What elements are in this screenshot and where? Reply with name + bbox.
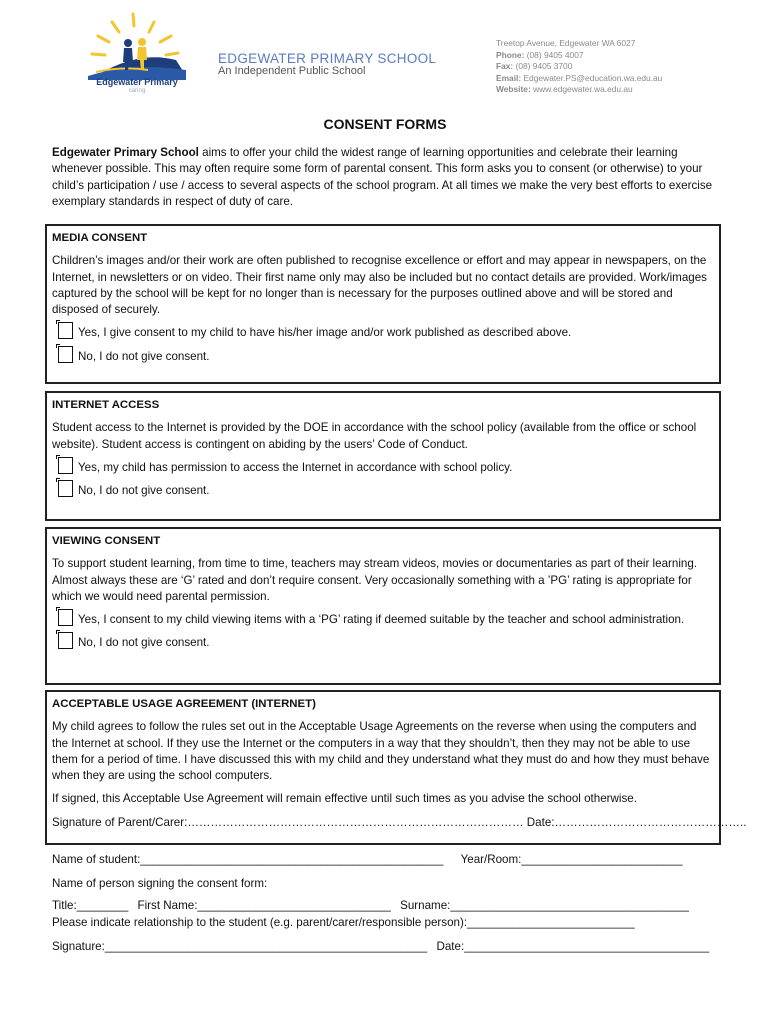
viewing-consent-no-option[interactable] <box>52 635 714 651</box>
media-consent-section <box>45 224 721 384</box>
year-room-field[interactable]: Year/Room:_________________________ <box>460 853 683 866</box>
option-label: Yes, I give consent to my child to have his/her image and/or work published as described above. <box>78 326 572 340</box>
student-name-row <box>52 853 683 866</box>
internet-access-body: Student access to the Internet is provided by the DOE in accordance with the school policy (available from the office or school website). Student access is contingent on abiding by the users’ Code of Conduct. <box>52 421 697 451</box>
acceptable-usage-title: ACCEPTABLE USAGE AGREEMENT (INTERNET) <box>52 698 316 710</box>
viewing-consent-yes-option[interactable] <box>52 612 714 628</box>
intro-text: aims to offer your child the widest range of learning opportunities and celebrate their learning whenever possible. This may often require some form of parental consent. This form asks you to consent (or otherwise) to your child’s participation / use / access to several aspects of the school program. At all times we make the very best efforts to exercise exemplary standards in respect of duty of care. <box>52 146 713 209</box>
website-label: Website: <box>496 84 531 95</box>
contact-details <box>496 38 662 96</box>
page-title: CONSENT FORMS <box>323 116 447 132</box>
school-subtitle: An Independent Public School <box>218 65 366 77</box>
title-field[interactable]: Title:________ <box>52 899 129 912</box>
surname-field[interactable]: Surname:_____________________________________ <box>400 899 689 912</box>
date-field[interactable]: Date:______________________________________ <box>436 940 710 953</box>
school-name: EDGEWATER PRIMARY SCHOOL <box>218 51 437 66</box>
internet-access-yes-option[interactable] <box>52 460 714 476</box>
logo-tagline: caring <box>128 88 146 94</box>
checkbox[interactable] <box>58 457 73 474</box>
email-link[interactable]: Edgewater.PS@education.wa.edu.au <box>523 72 663 83</box>
logo-caption: Edgewater Primary <box>96 77 178 87</box>
relationship-field[interactable]: Please indicate relationship to the student (e.g. parent/carer/responsible person):__________________________ <box>52 916 635 929</box>
option-label: Yes, I consent to my child viewing items with a ‘PG’ rating if deemed suitable by the teacher and school administration. <box>78 613 685 627</box>
email-label: Email: <box>496 72 522 83</box>
email-line <box>496 73 662 85</box>
option-label: Yes, my child has permission to access the Internet in accordance with school policy. <box>78 460 513 474</box>
letterhead <box>0 0 770 100</box>
checkbox[interactable] <box>58 322 73 339</box>
fax-label: Fax: <box>496 61 514 72</box>
intro-school-name: Edgewater Primary School <box>52 146 199 159</box>
phone: (08) 9405 4007 <box>526 49 584 60</box>
internet-access-section <box>45 391 721 521</box>
option-label: No, I do not give consent. <box>78 636 210 650</box>
media-consent-no-option[interactable] <box>52 349 714 365</box>
phone-label: Phone: <box>496 49 525 60</box>
acceptable-usage-body-2: If signed, this Acceptable Use Agreement will remain effective until such times as you advise the school otherwise. <box>52 792 637 806</box>
option-label: No, I do not give consent. <box>78 349 210 363</box>
internet-access-no-option[interactable] <box>52 483 714 499</box>
person-signing-label: Name of person signing the consent form: <box>52 877 268 890</box>
intro-paragraph <box>52 145 722 211</box>
address: Treetop Avenue, Edgewater WA 6027 <box>496 38 636 48</box>
student-name-field[interactable]: Name of student:_______________________________________________ <box>52 853 444 866</box>
checkbox[interactable] <box>58 346 73 363</box>
media-consent-body: Children’s images and/or their work are often published to recognise excellence or effort and may appear in newspapers, on the Internet, in newsletters or on video. Their first name only may also be included but no contact details are provided. Work/images captured by the school will be kept for no longer than is necessary for the purposes outlined above and will be stored and disposed of securely. <box>52 254 707 317</box>
signature-field[interactable]: Signature:__________________________________________________ <box>52 940 428 953</box>
fax-line <box>496 61 662 73</box>
checkbox[interactable] <box>58 609 73 626</box>
viewing-consent-title: VIEWING CONSENT <box>52 535 161 547</box>
phone-line <box>496 50 662 62</box>
first-name-field[interactable]: First Name:______________________________ <box>137 899 391 912</box>
media-consent-yes-option[interactable] <box>52 325 714 341</box>
internet-access-title: INTERNET ACCESS <box>52 399 160 411</box>
website-link[interactable]: www.edgewater.wa.edu.au <box>533 84 633 95</box>
checkbox[interactable] <box>58 632 73 649</box>
media-consent-title: MEDIA CONSENT <box>52 232 148 244</box>
option-label: No, I do not give consent. <box>78 484 210 498</box>
acceptable-usage-body: My child agrees to follow the rules set out in the Acceptable Usage Agreements on the reverse when using the computers and the Internet at school. If they use the Internet or the computers in a way that they shouldn’t, then they may not be able to use them for a period of time. I have discussed this with my child and they understand what they must do and how they must behave when they are using the school computers. <box>52 720 710 783</box>
acceptable-usage-section <box>45 690 747 845</box>
website-line <box>496 84 662 96</box>
viewing-consent-body: To support student learning, from time to time, teachers may stream videos, movies or documentaries as part of their learning. Almost always these are ‘G’ rated and don’t require consent. Very occasionally something with a ’PG’ rating is appropriate for which we would need parental permission. <box>52 557 698 603</box>
signature-row <box>52 940 709 953</box>
viewing-consent-section <box>45 527 721 685</box>
fax: (08) 9405 3700 <box>515 61 573 72</box>
parent-signature-line[interactable]: Signature of Parent/Carer:…………………………………………………………………………… Date:………………………………………….. <box>52 815 747 829</box>
checkbox[interactable] <box>58 480 73 497</box>
name-fields-row <box>52 899 689 912</box>
